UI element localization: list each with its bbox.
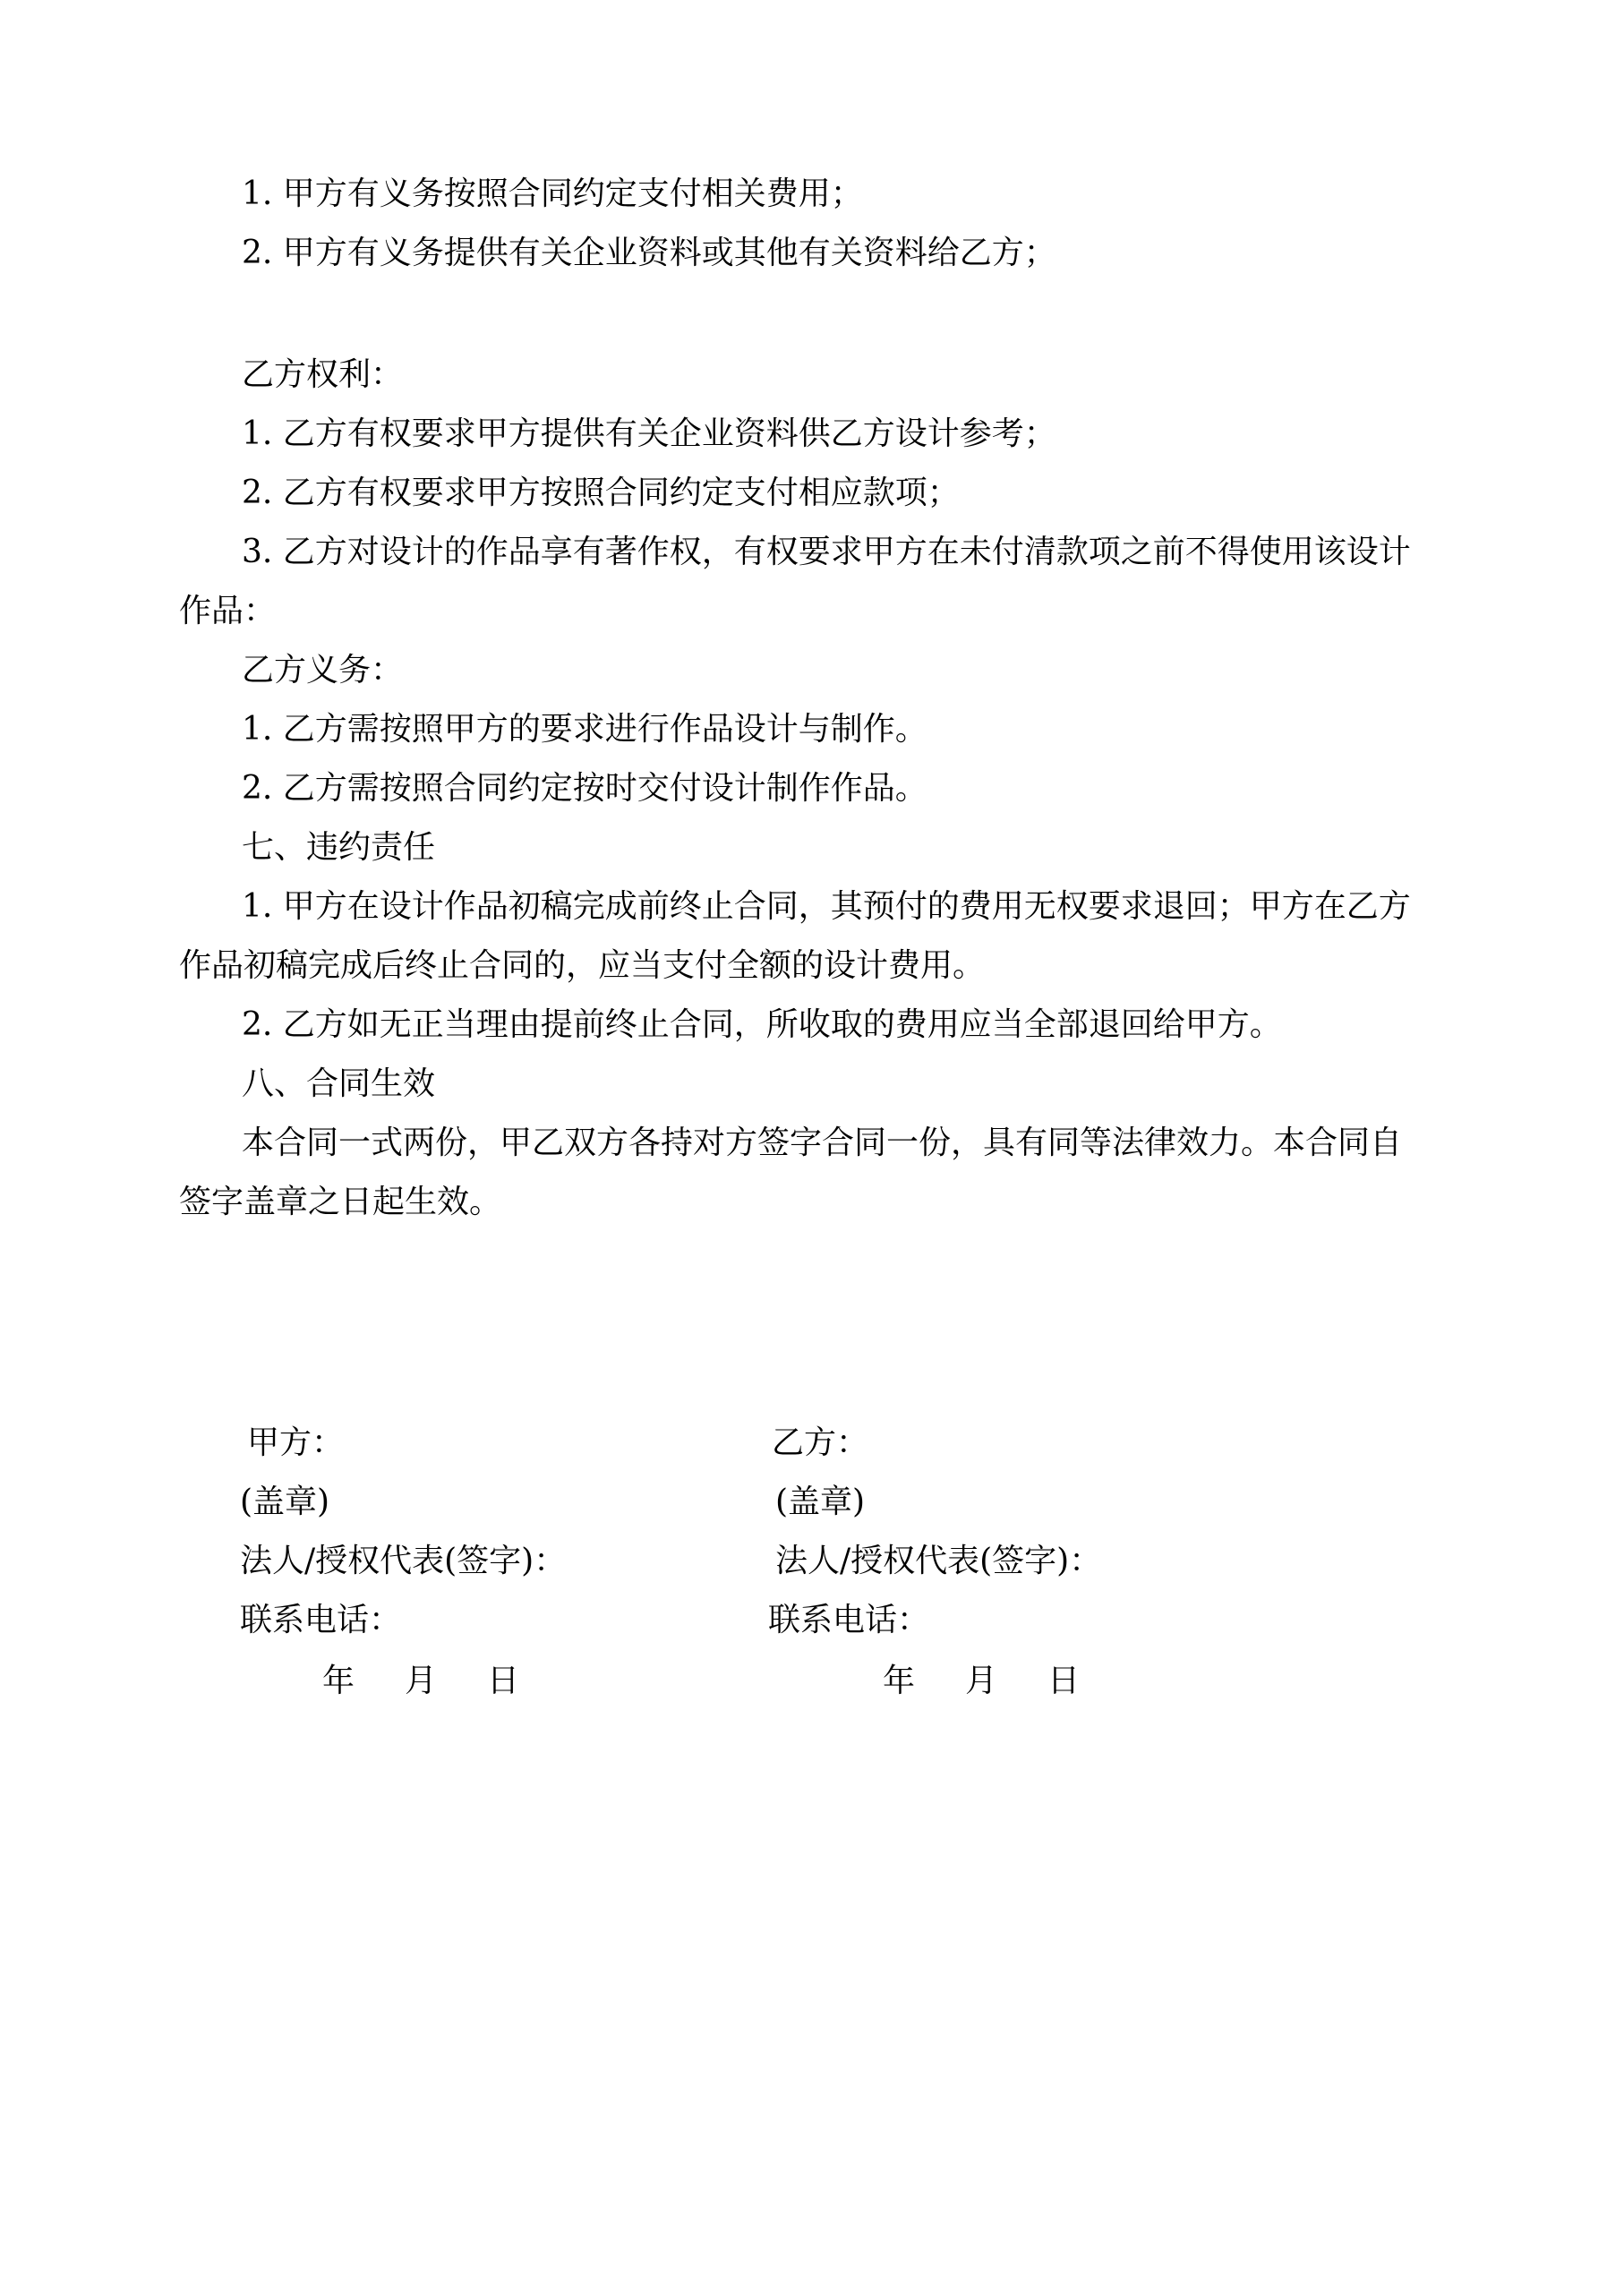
obligation-a-1: 1. 甲方有义务按照合同约定支付相关费用； bbox=[242, 175, 863, 212]
party-b-label: 乙方： bbox=[772, 1424, 869, 1461]
right-b-3: 3. 乙方对设计的作品享有著作权，有权要求甲方在未付清款项之前不得使用该设计 bbox=[242, 534, 1411, 570]
obligation-b-2: 2. 乙方需按照合同约定按时交付设计制作作品。 bbox=[242, 770, 927, 807]
right-b-3-cont: 作品： bbox=[179, 593, 277, 629]
party-a-date bbox=[322, 1662, 519, 1701]
party-a-representative: 法人/授权代表(签字)： bbox=[240, 1543, 567, 1579]
effective-text: 本合同一式两份，甲乙双方各持对方签字合同一份，具有同等法律效力。本合同自 bbox=[242, 1125, 1403, 1161]
party-b-date bbox=[883, 1662, 1080, 1701]
party-a-day: 日 bbox=[487, 1663, 520, 1699]
heading-breach: 七、违约责任 bbox=[242, 829, 436, 866]
heading-party-b-obligations: 乙方义务： bbox=[242, 652, 404, 688]
party-b-phone: 联系电话： bbox=[768, 1602, 930, 1638]
party-a-label: 甲方： bbox=[247, 1424, 345, 1461]
party-b-day: 日 bbox=[1047, 1663, 1081, 1699]
party-a-month: 月 bbox=[405, 1663, 438, 1699]
effective-text-cont: 签字盖章之日起生效。 bbox=[179, 1184, 502, 1220]
party-a-seal: (盖章) bbox=[240, 1484, 330, 1520]
party-a-year: 年 bbox=[322, 1663, 355, 1699]
heading-effective: 八、合同生效 bbox=[242, 1065, 436, 1102]
breach-2: 2. 乙方如无正当理由提前终止合同，所收取的费用应当全部退回给甲方。 bbox=[242, 1006, 1282, 1043]
party-b-year: 年 bbox=[883, 1663, 916, 1699]
obligation-b-1: 1. 乙方需按照甲方的要求进行作品设计与制作。 bbox=[242, 711, 927, 748]
party-b-representative: 法人/授权代表(签字)： bbox=[775, 1543, 1102, 1579]
breach-1-cont: 作品初稿完成后终止合同的，应当支付全额的设计费用。 bbox=[179, 947, 986, 984]
breach-1: 1. 甲方在设计作品初稿完成前终止合同，其预付的费用无权要求退回；甲方在乙方 bbox=[242, 888, 1411, 925]
obligation-a-2: 2. 甲方有义务提供有关企业资料或其他有关资料给乙方； bbox=[242, 235, 1056, 271]
heading-party-b-rights: 乙方权利： bbox=[242, 356, 404, 393]
party-b-seal: (盖章) bbox=[775, 1484, 866, 1520]
right-b-2: 2. 乙方有权要求甲方按照合同约定支付相应款项； bbox=[242, 475, 960, 511]
party-a-phone: 联系电话： bbox=[240, 1602, 402, 1638]
right-b-1: 1. 乙方有权要求甲方提供有关企业资料供乙方设计参考； bbox=[242, 415, 1056, 452]
party-b-month: 月 bbox=[965, 1663, 998, 1699]
